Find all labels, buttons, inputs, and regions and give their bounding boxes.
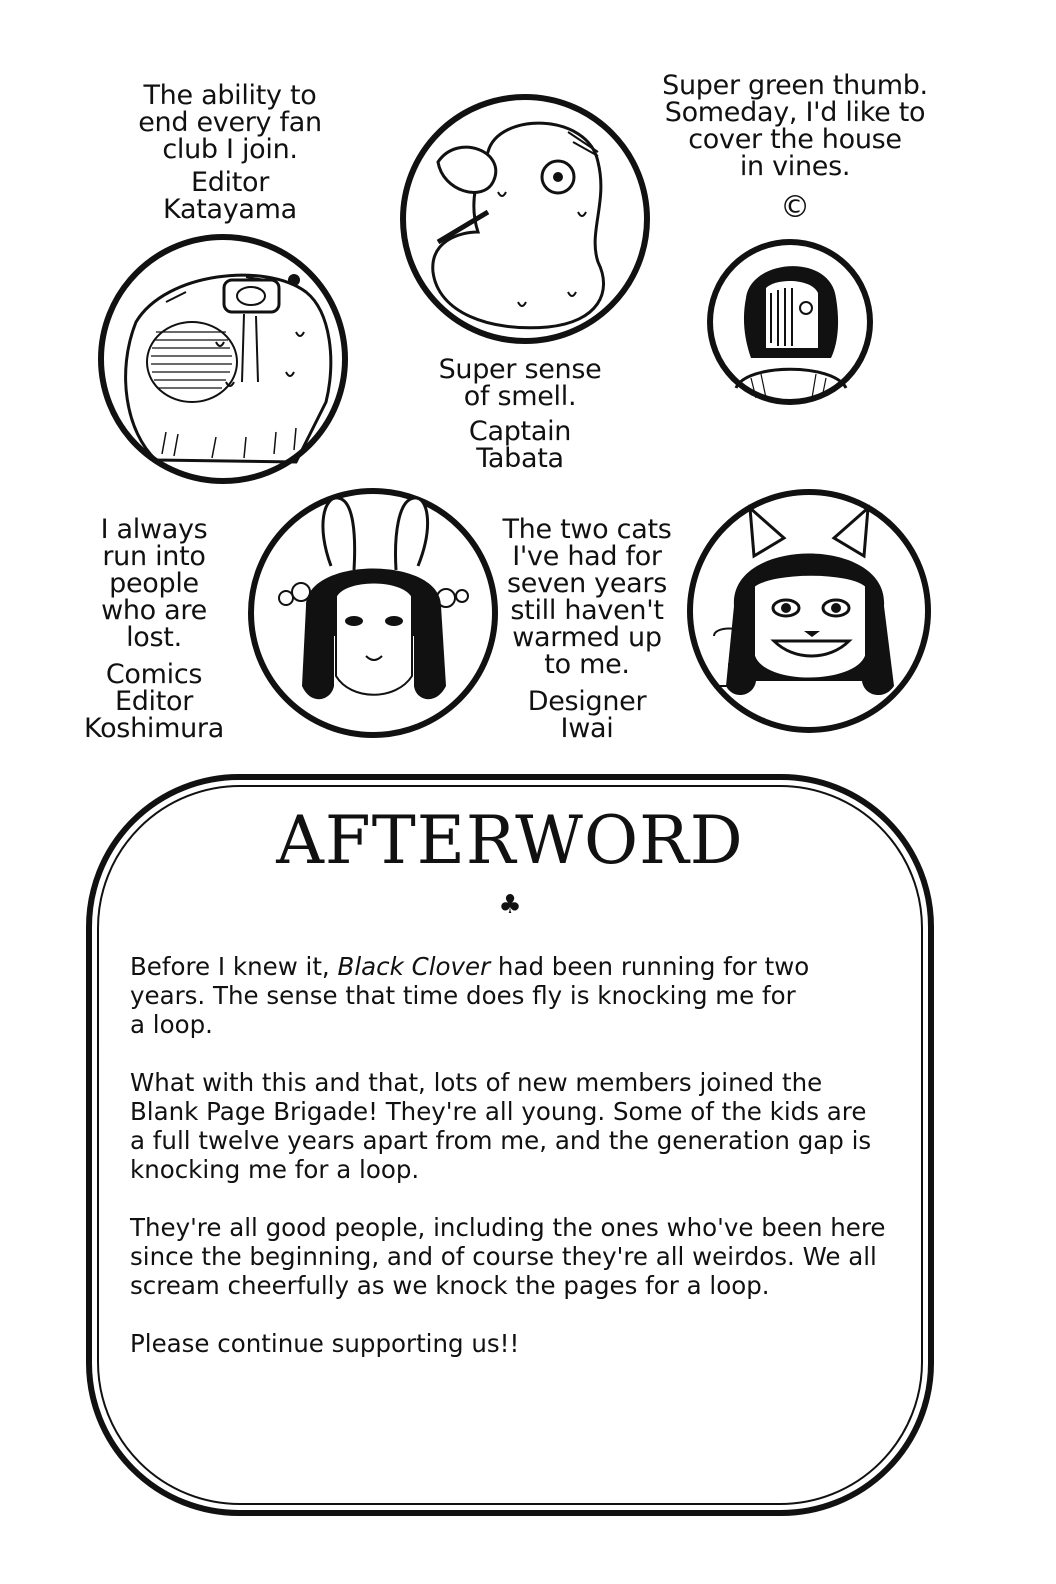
quote-line: club I join. <box>162 134 298 165</box>
afterword-body <box>130 952 910 1387</box>
portrait-tabata <box>398 92 652 346</box>
text-line: knocking me for a loop. <box>130 1155 420 1184</box>
quote-line: in vines. <box>739 151 851 182</box>
text-line: What with this and that, lots of new members joined the <box>130 1068 823 1097</box>
paragraph <box>130 1329 910 1358</box>
text-line: a loop. <box>130 1010 213 1039</box>
capybara-icon <box>96 232 350 486</box>
quote-line: The ability to <box>143 80 317 111</box>
portrait-iwai <box>684 486 934 736</box>
rabbit-icon <box>246 486 500 740</box>
caption-c <box>650 70 940 225</box>
quote-line: of smell. <box>463 381 577 412</box>
name-line: Katayama <box>163 194 297 225</box>
caption-katayama <box>110 82 350 223</box>
name-line: Koshimura <box>84 713 224 744</box>
cat-icon <box>684 486 934 736</box>
quote-line: who are <box>101 595 207 626</box>
quote-line: warmed up <box>512 622 662 653</box>
quote-line: lost. <box>126 622 182 653</box>
role-line: Editor <box>190 167 270 198</box>
text-run: Before I knew it, <box>130 952 338 981</box>
name-line: © <box>780 190 810 225</box>
quote-line: cover the house <box>688 124 902 155</box>
quote-line: Super sense <box>438 354 602 385</box>
role-line: Comics <box>105 659 203 690</box>
caption-tabata <box>420 356 620 472</box>
text-line: a full twelve years apart from me, and the generation gap is <box>130 1126 872 1155</box>
role-line: Editor <box>114 686 194 717</box>
quote-line: I've had for <box>512 541 662 572</box>
role-line: Designer <box>527 686 647 717</box>
text-line: since the beginning, and of course they're all weirdos. We all <box>130 1242 877 1271</box>
text-line: Blank Page Brigade! They're all young. Some of the kids are <box>130 1097 867 1126</box>
afterword-box <box>84 772 936 1518</box>
text-line: Please continue supporting us!! <box>130 1329 520 1358</box>
quote-line: end every fan <box>138 107 322 138</box>
quote-line: to me. <box>544 649 630 680</box>
text-line: scream cheerfully as we knock the pages for a loop. <box>130 1271 770 1300</box>
quote-line: The two cats <box>502 514 672 545</box>
name-line: Tabata <box>476 443 564 474</box>
quote-line: run into <box>102 541 206 572</box>
paragraph <box>130 1213 910 1300</box>
quote-line: Super green thumb. <box>662 70 928 101</box>
portrait-koshimura <box>246 486 500 740</box>
name-line: Iwai <box>560 713 614 744</box>
quote-line: still haven't <box>510 595 664 626</box>
duck-icon <box>398 92 652 346</box>
series-title: Black Clover <box>337 952 491 981</box>
quote-line: seven years <box>507 568 667 599</box>
paragraph <box>130 952 910 1039</box>
portrait-c <box>706 238 874 406</box>
text-line: They're all good people, including the ones who've been here <box>130 1213 886 1242</box>
quote-line: Someday, I'd like to <box>664 97 926 128</box>
quote-line: people <box>109 568 199 599</box>
text-line: years. The sense that time does fly is knocking me for <box>130 981 796 1010</box>
text-line <box>130 952 809 981</box>
text-run: had been running for two <box>490 952 810 981</box>
clover-icon: ♣ <box>498 890 522 920</box>
portrait-katayama <box>96 232 350 486</box>
role-line: Captain <box>468 416 572 447</box>
caption-iwai <box>494 516 680 742</box>
caption-koshimura <box>80 516 228 742</box>
afterword-title: AFTERWORD <box>276 802 744 879</box>
quote-line: I always <box>100 514 208 545</box>
woman-icon <box>706 238 874 406</box>
paragraph <box>130 1068 910 1184</box>
